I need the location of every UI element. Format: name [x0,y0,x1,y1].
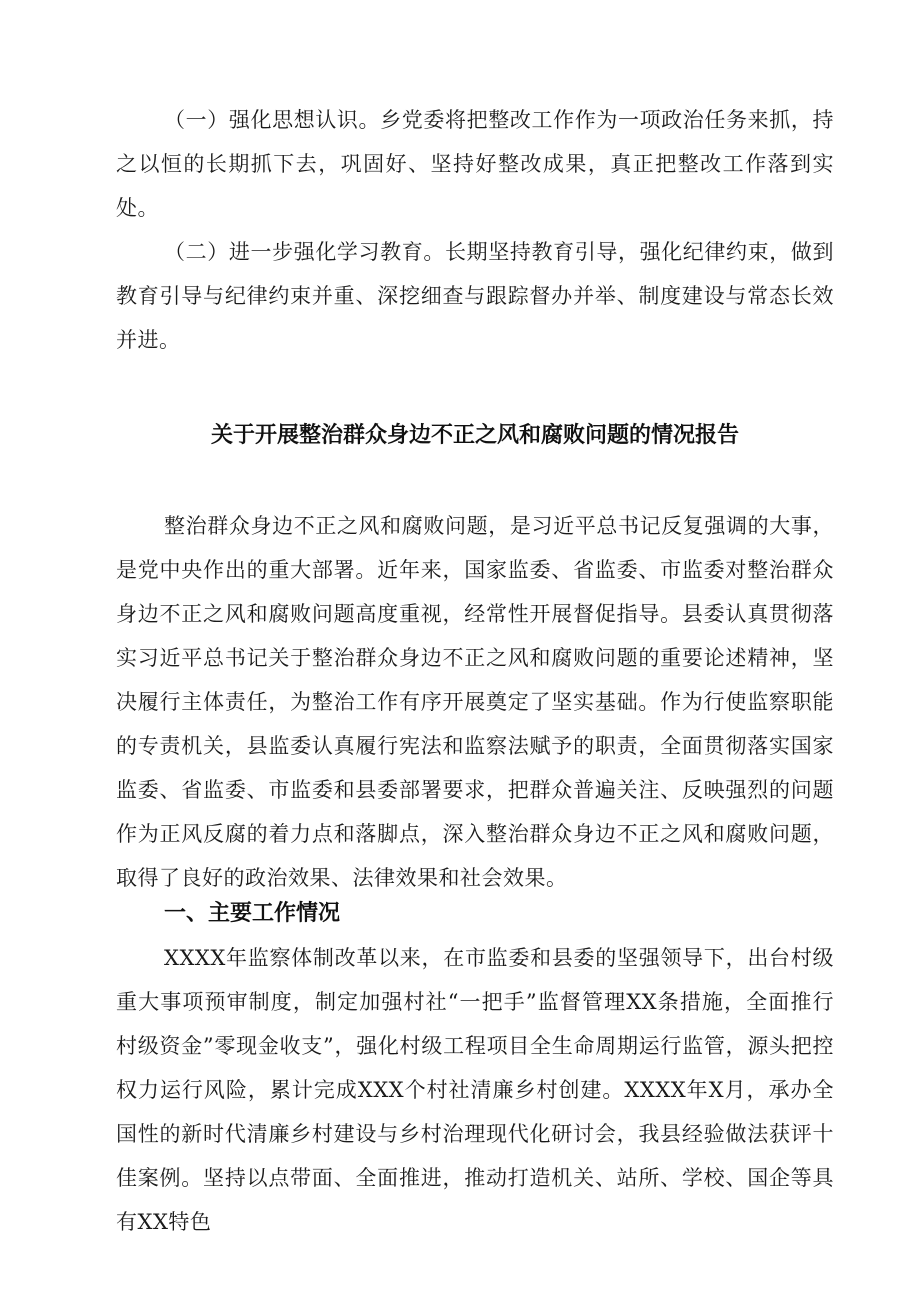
report-title: 关于开展整治群众身边不正之风和腐败问题的情况报告 [210,423,739,448]
paragraph-intro: 整治群众身边不正之风和腐败问题，是习近平总书记反复强调的大事，是党中央作出的重大部署。近年来，国家监委、省监委、市监委对整治群众身边不正之风和腐败问题高度重视，经常性开展督促指导。县委认真贯彻落实习近平总书记关于整治群众身边不正之风和腐败问题的重要论述精神，坚决履行主体责任，为整治工作有序开展奠定了坚实基础。作为行使监察职能的专责机关，县监委认真履行宪法和监察法赋予的职责，全面贯彻落实国家监委、省监委、市监委和县委部署要求，把群众普遍关注、反映强烈的问题作为正风反腐的着力点和落脚点，深入整治群众身边不正之风和腐败问题，取得了良好的政治效果、法律效果和社会效果。 [116,514,834,890]
paragraph-section-body: XXXX年监察体制改革以来，在市监委和县委的坚强领导下，出台村级重大事项预审制度，制定加强村社“一把手”监督管理XX条措施，全面推行村级资金”零现金收支”，强化村级工程项目全生命周期运行监管，源头把控权力运行风险，累计完成XXX个村社清廉乡村创建。XXXX年X月，承办全国性的新时代清廉乡村建设与乡村治理现代化研讨会，我县经验做法获评十佳案例。坚持以点带面、全面推进，推动打造机关、站所、学校、国企等具有XX特色 [116,946,834,1234]
section-heading: 一、主要工作情况 [164,901,341,926]
paragraph-strengthen-thinking: （一）强化思想认识。乡党委将把整改工作作为一项政治任务来抓，持之以恒的长期抓下去，巩固好、坚持好整改成果，真正把整改工作落到实处。 [116,108,834,220]
paragraph-strengthen-education: （二）进一步强化学习教育。长期坚持教育引导，强化纪律约束，做到教育引导与纪律约束并重、深挖细查与跟踪督办并举、制度建设与常态长效并进。 [116,240,834,352]
